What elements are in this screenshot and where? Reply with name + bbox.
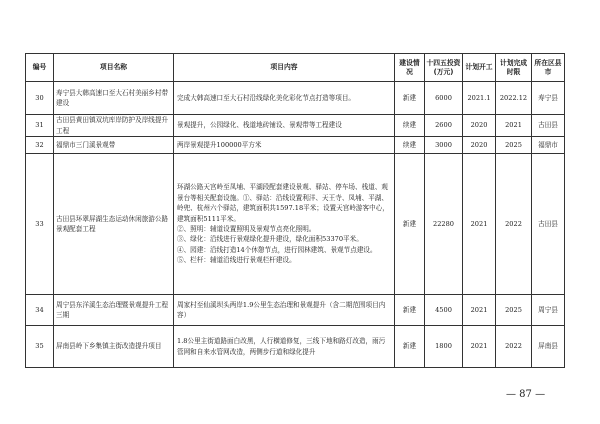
table-row — [26, 137, 565, 154]
content-line: 1.8公里主街道路面白改黑，人行横道修复，三线下地和路灯改造，雨污管网和自来水管网改造，两侧步行道和绿化提升 — [177, 337, 386, 356]
row-start: 2021.1 — [463, 82, 496, 115]
table-row — [26, 115, 565, 137]
content-line: ②、照明：辅道设置照明及景观节点亮化照明。 — [177, 225, 316, 233]
page-number: — 87 — — [506, 389, 546, 400]
row-status: 续建 — [395, 115, 425, 137]
row-end: 2022.12 — [496, 82, 532, 115]
row-status: 新建 — [395, 326, 425, 368]
table-row — [26, 326, 565, 368]
row-number: 30 — [26, 82, 54, 115]
row-number: 32 — [26, 137, 54, 154]
content-line: ③、绿化：沿线进行景观绿化提升建设，绿化面积53370平米。 — [177, 235, 363, 244]
row-status: 新建 — [395, 154, 425, 295]
projects-table — [25, 53, 565, 368]
content-line: 环湖公路天宫岭至凤埔、平湖段配套建设景观、驿站、停车场、栈道、观景台等相关配套设施。①、驿站：沿线设置利洋、天王寺、凤埔、平湖、岭兜、杭州六个驿站，建筑面积共1597.18平米；设置天宫岭游客中心，建筑面积5111平米。 — [177, 183, 389, 223]
row-county: 周宁县 — [532, 295, 565, 326]
row-number: 33 — [26, 154, 54, 295]
row-project-name: 福鼎市三门溪景观带 — [54, 137, 174, 154]
header-start: 计划开工 — [463, 54, 496, 82]
row-status: 新建 — [395, 82, 425, 115]
header-county: 所在区县市 — [532, 54, 565, 82]
content-line: 景观提升，公园绿化、栈道地砖铺设、景观带等工程建设 — [177, 121, 342, 130]
table-row — [26, 295, 565, 326]
row-end: 2025 — [496, 295, 532, 326]
row-start: 2021 — [463, 326, 496, 368]
content-line: 完成大韩高速口至大石村沿线绿化美化彩化节点打造等项目。 — [177, 93, 356, 102]
content-line: 周家村至仙溪坝头两岸1.9公里生态治理和景观提升（含二期范围项目内容） — [177, 300, 386, 319]
row-county: 寿宁县 — [532, 82, 565, 115]
row-project-name: 寿宁县大韩高速口至大石村美丽乡村带建设 — [54, 82, 174, 115]
row-start: 2021 — [463, 295, 496, 326]
header-status: 建设情况 — [395, 54, 425, 82]
header-project-content: 项目内容 — [174, 54, 395, 82]
row-project-name: 屏南县岭下乡集镇主街改造提升项目 — [54, 326, 174, 368]
row-county: 古田县 — [532, 154, 565, 295]
content-line: 两岸景观提升100000平方米 — [177, 140, 262, 149]
row-end: 2022 — [496, 154, 532, 295]
row-project-name: 周宁县东洋溪生态治理暨景观提升工程三期 — [54, 295, 174, 326]
row-start: 2021 — [463, 154, 496, 295]
row-start: 2020 — [463, 137, 496, 154]
row-end: 2021 — [496, 115, 532, 137]
row-project-content — [174, 82, 395, 115]
row-project-content — [174, 137, 395, 154]
row-number: 35 — [26, 326, 54, 368]
row-investment: 3000 — [425, 137, 463, 154]
table-row — [26, 154, 565, 295]
row-status: 新建 — [395, 295, 425, 326]
header-end: 计划完成时限 — [496, 54, 532, 82]
row-investment: 6000 — [425, 82, 463, 115]
row-investment: 4500 — [425, 295, 463, 326]
table-row — [26, 82, 565, 115]
row-number: 31 — [26, 115, 54, 137]
row-project-name: 古田县环翠屏湖生态运动休闲旅游公路景观配套工程 — [54, 154, 174, 295]
row-investment: 2600 — [425, 115, 463, 137]
row-end: 2025 — [496, 137, 532, 154]
row-number: 34 — [26, 295, 54, 326]
header-project-name: 项目名称 — [54, 54, 174, 82]
row-investment: 22280 — [425, 154, 463, 295]
header-number: 编号 — [26, 54, 54, 82]
table-header-row — [26, 54, 565, 82]
row-county: 古田县 — [532, 115, 565, 137]
row-project-content — [174, 326, 395, 368]
header-investment: 十四五投资(万元) — [425, 54, 463, 82]
content-line: ⑤、栏杆：辅道沿线进行景观栏杆建设。 — [177, 256, 296, 265]
row-project-content — [174, 154, 395, 295]
row-start: 2020 — [463, 115, 496, 137]
row-county: 福鼎市 — [532, 137, 565, 154]
row-project-content — [174, 115, 395, 137]
row-end: 2022 — [496, 326, 532, 368]
row-project-content — [174, 295, 395, 326]
content-line: ④、园建：沿线打造14个休憩节点，进行园林建筑、景观节点建设。 — [177, 245, 377, 254]
row-project-name: 古田县黄田镇双坑库岸防护及岸线提升工程 — [54, 115, 174, 137]
row-investment: 1800 — [425, 326, 463, 368]
row-status: 续建 — [395, 137, 425, 154]
row-county: 屏南县 — [532, 326, 565, 368]
